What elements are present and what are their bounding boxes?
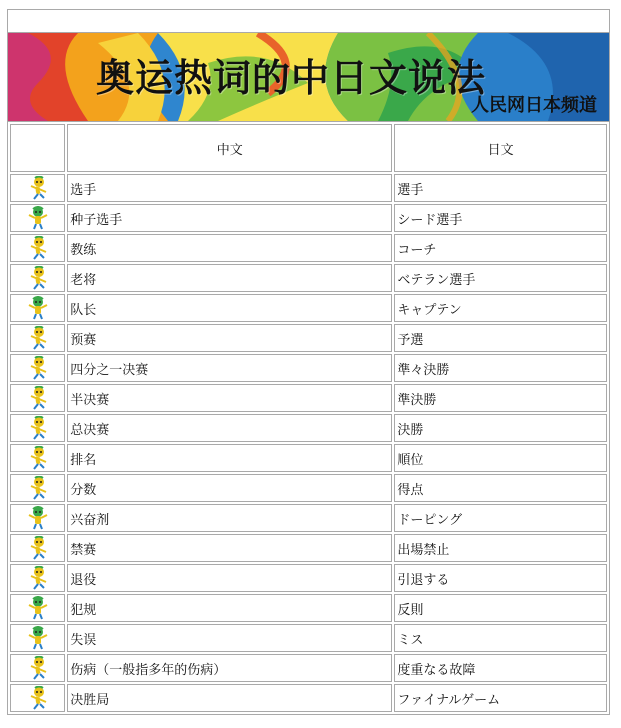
- chinese-term: 排名: [67, 444, 392, 472]
- mascot-vinicius-icon: [25, 181, 51, 196]
- chinese-term: 退役: [67, 564, 392, 592]
- banner-subtitle: 人民网日本频道: [471, 95, 597, 116]
- mascot-vinicius-icon: [25, 421, 51, 436]
- row-icon-cell: [10, 504, 65, 532]
- japanese-term: キャプテン: [394, 294, 607, 322]
- japanese-term: 順位: [394, 444, 607, 472]
- row-icon-cell: [10, 564, 65, 592]
- chinese-term: 总决赛: [67, 414, 392, 442]
- table-row: [10, 414, 607, 442]
- table-row: [10, 654, 607, 682]
- chinese-term: 四分之一决赛: [67, 354, 392, 382]
- table-row: [10, 504, 607, 532]
- mascot-vinicius-icon: [25, 451, 51, 466]
- banner-title: 奥运热词的中日文说法: [96, 56, 487, 100]
- chinese-term: 分数: [67, 474, 392, 502]
- mascot-vinicius-icon: [25, 331, 51, 346]
- japanese-term: 度重なる故障: [394, 654, 607, 682]
- row-icon-cell: [10, 174, 65, 202]
- table-row: [10, 624, 607, 652]
- table-row: [10, 594, 607, 622]
- mascot-vinicius-icon: [25, 241, 51, 256]
- table-row: [10, 564, 607, 592]
- mascot-vinicius-icon: [25, 661, 51, 676]
- row-icon-cell: [10, 654, 65, 682]
- chinese-term: 队长: [67, 294, 392, 322]
- glossary-table: [7, 121, 610, 715]
- header-icon-column: [10, 124, 65, 172]
- row-icon-cell: [10, 684, 65, 712]
- glossary-page: [7, 9, 610, 715]
- row-icon-cell: [10, 474, 65, 502]
- row-icon-cell: [10, 354, 65, 382]
- mascot-vinicius-icon: [25, 541, 51, 556]
- row-icon-cell: [10, 204, 65, 232]
- table-row: [10, 384, 607, 412]
- mascot-tom-icon: [25, 601, 51, 616]
- header-japanese: 日文: [394, 124, 607, 172]
- japanese-term: 予選: [394, 324, 607, 352]
- japanese-term: ベテラン選手: [394, 264, 607, 292]
- japanese-term: シード選手: [394, 204, 607, 232]
- chinese-term: 失误: [67, 624, 392, 652]
- japanese-term: 引退する: [394, 564, 607, 592]
- chinese-term: 教练: [67, 234, 392, 262]
- chinese-term: 兴奋剂: [67, 504, 392, 532]
- table-row: [10, 264, 607, 292]
- chinese-term: 预赛: [67, 324, 392, 352]
- mascot-tom-icon: [25, 631, 51, 646]
- chinese-term: 种子选手: [67, 204, 392, 232]
- japanese-term: 出場禁止: [394, 534, 607, 562]
- japanese-term: 決勝: [394, 414, 607, 442]
- japanese-term: 選手: [394, 174, 607, 202]
- japanese-term: 準決勝: [394, 384, 607, 412]
- japanese-term: ミス: [394, 624, 607, 652]
- top-blank-bar: [7, 9, 610, 33]
- table-row: [10, 534, 607, 562]
- table-row: [10, 324, 607, 352]
- mascot-vinicius-icon: [25, 271, 51, 286]
- chinese-term: 禁赛: [67, 534, 392, 562]
- table-row: [10, 294, 607, 322]
- japanese-term: 準々決勝: [394, 354, 607, 382]
- japanese-term: コーチ: [394, 234, 607, 262]
- row-icon-cell: [10, 414, 65, 442]
- row-icon-cell: [10, 384, 65, 412]
- japanese-term: 得点: [394, 474, 607, 502]
- table-row: [10, 354, 607, 382]
- chinese-term: 决胜局: [67, 684, 392, 712]
- table-row: [10, 474, 607, 502]
- japanese-term: ドーピング: [394, 504, 607, 532]
- row-icon-cell: [10, 324, 65, 352]
- mascot-vinicius-icon: [25, 391, 51, 406]
- chinese-term: 老将: [67, 264, 392, 292]
- table-row: [10, 234, 607, 262]
- row-icon-cell: [10, 534, 65, 562]
- table-header-row: [10, 124, 607, 172]
- japanese-term: ファイナルゲーム: [394, 684, 607, 712]
- banner: [7, 33, 610, 121]
- mascot-vinicius-icon: [25, 361, 51, 376]
- header-chinese: 中文: [67, 124, 392, 172]
- row-icon-cell: [10, 234, 65, 262]
- table-row: [10, 684, 607, 712]
- japanese-term: 反則: [394, 594, 607, 622]
- mascot-vinicius-icon: [25, 691, 51, 706]
- table-row: [10, 204, 607, 232]
- mascot-tom-icon: [25, 301, 51, 316]
- mascot-tom-icon: [25, 211, 51, 226]
- chinese-term: 犯规: [67, 594, 392, 622]
- mascot-vinicius-icon: [25, 481, 51, 496]
- row-icon-cell: [10, 264, 65, 292]
- chinese-term: 伤病（一般指多年的伤病）: [67, 654, 392, 682]
- chinese-term: 半决赛: [67, 384, 392, 412]
- mascot-vinicius-icon: [25, 571, 51, 586]
- mascot-tom-icon: [25, 511, 51, 526]
- row-icon-cell: [10, 444, 65, 472]
- row-icon-cell: [10, 624, 65, 652]
- row-icon-cell: [10, 594, 65, 622]
- table-row: [10, 174, 607, 202]
- table-row: [10, 444, 607, 472]
- row-icon-cell: [10, 294, 65, 322]
- chinese-term: 选手: [67, 174, 392, 202]
